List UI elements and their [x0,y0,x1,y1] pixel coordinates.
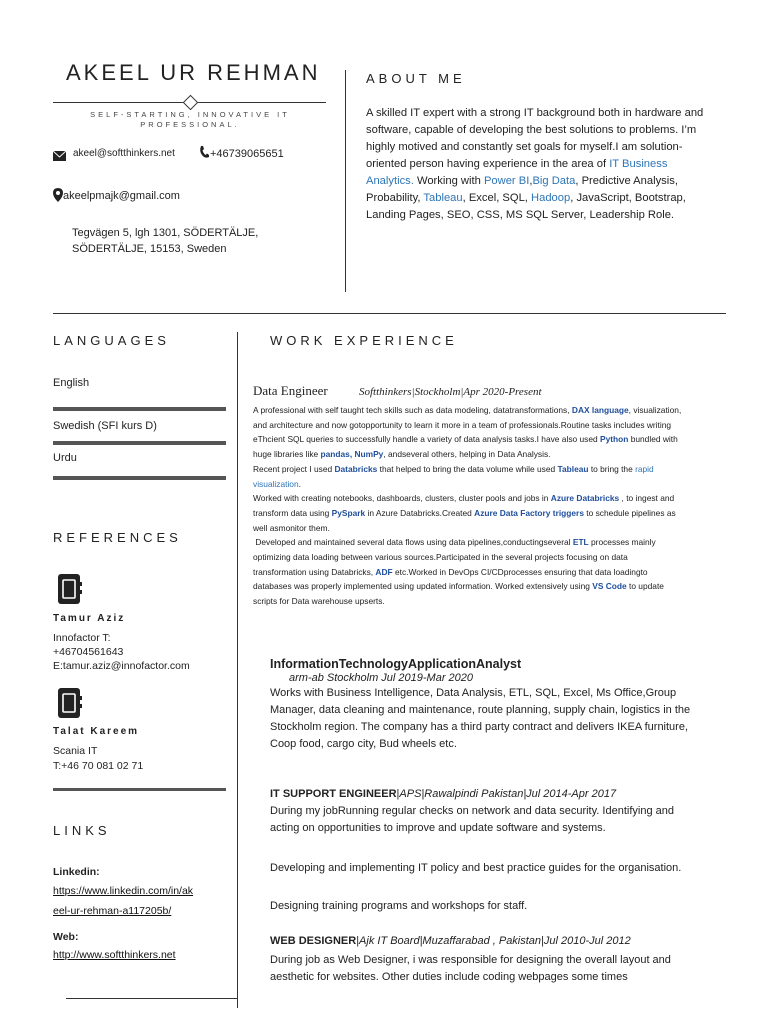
language-swedish: Swedish (SFI kurs D) [53,420,157,432]
language-urdu: Urdu [53,452,77,464]
diamond-ornament [183,95,199,111]
secondary-email: akeelpmajk@gmail.com [63,190,180,202]
reference-divider-bar [53,788,226,791]
job-meta: Softthinkers|Stockholm|Apr 2020-Present [359,386,542,398]
reference-email: E:tamur.aziz@innofactor.com [53,660,190,672]
links-title: LINKS [53,823,111,838]
language-level-bar [53,441,226,445]
job-role: IT SUPPORT ENGINEER [270,788,397,800]
language-level-bar [53,476,226,480]
job-description: During my jobRunning regular checks on network and data security. Identifying and acting on opportunities to improve and update software and systems. [270,805,674,834]
reference-details [53,744,143,774]
job-title: InformationTechnologyApplicationAnalyst [270,657,522,671]
language-level-bar [53,407,226,411]
linkedin-label: Linkedin: [53,866,100,878]
job-meta: APS|Rawalpindi Pakistan|Jul 2014-Apr 2017 [399,788,617,800]
section-divider [53,313,726,314]
about-text: A skilled IT expert with a strong IT background both in hardware and software, capable of developing the best solutions to problems. I’m highly motived and constantly set goals for myself.I am solution-oriented person having experience in the area of IT Business Analytics. Working with Power BI,Big Data, Predictive Analysis, Probability, Tableau, Excel, SQL, Hadoop, JavaScript, Bootstrap, Landing Pages, SEO, CSS, MS SQL Server, Leadership Role. [366,107,704,221]
email-link[interactable]: akeel@softthinkers.net [73,148,175,159]
address [72,225,258,257]
language-english: English [53,377,90,389]
sidebar-divider [237,332,238,1008]
phone-book-icon [58,574,82,609]
references-title: REFERENCES [53,530,182,545]
job-description: Works with Business Intelligence, Data Analysis, ETL, SQL, Excel, Ms Office,Group Manager, data cleaning and maintenance, route planning, supply chain, logistics in the Stockholm region. The company has a third party contract and delivers IKEA furniture, Coop food, cargo city, Bud wheels etc. [270,687,691,750]
reference-phone: T:+46 70 081 02 71 [53,760,144,772]
web-link[interactable]: http://www.softthinkers.net [53,949,176,961]
address-line: SÖDERTÄLJE, 15153, Sweden [72,243,227,255]
reference-org: Innofactor T: [53,632,111,644]
phone-book-icon [58,688,82,723]
phone-number: +46739065651 [210,148,284,160]
reference-name: Tamur Aziz [53,613,126,624]
web-label: Web: [53,931,79,943]
job-description: Designing training programs and workshops for staff. [270,900,528,912]
address-line: Tegvägen 5, lgh 1301, SÖDERTÄLJE, [72,227,259,239]
job-role: WEB DESIGNER [270,935,357,947]
reference-phone: +46704561643 [53,646,124,658]
work-title: WORK EXPERIENCE [270,333,458,348]
linkedin-link-line2[interactable]: eel-ur-rehman-a117205b/ [53,905,172,917]
languages-title: LANGUAGES [53,333,170,348]
job-meta: arm-ab Stockholm Jul 2019-Mar 2020 [289,672,474,684]
job-title: Data Engineer [253,383,328,398]
job-description: A professional with self taught tech skills such as data modeling, datatransformations, DAX language, visualization, and architecture and now gotopportunity to learn it more in a team of professionals.Routine tasks includes writing eThcient SQL queries to successfully handle a variety of data analysis tasks.I have also used Python bundled with huge libraries like pandas, NumPy, andseveral others, helping in Data Analysis. Recent project I used Databricks that helped to bring the data volume while used Tableau to bring the rapid visualization. Worked with creating notebooks, dashboards, clusters, cluster pools and jobs in Azure Databricks , to ingest and transform data using PySpark in Azure Databricks.Created Azure Data Factory triggers to schedule pipelines as well asmonitor them. Developed and maintained several data flows using data pipelines,conductingseveral ETL processes mainly optimizing data loading between various sources.Participated in the several projects focusing on data transformation using Databricks, ADF etc.Worked in DevOps CI/CDprocesses ensuring that data loadingto databases was properly implemented using updated information. Worked extensively using VS Code to update scripts for Data warehouse upserts. [253,405,682,607]
envelope-icon [53,148,66,166]
job-header: WEB DESIGNER|Ajk IT Board|Muzaffarabad , Pakistan|Jul 2010-Jul 2012 [270,935,631,947]
reference-details [53,631,190,673]
reference-name: Talat Kareem [53,726,140,737]
footer-divider [66,998,237,999]
linkedin-link-line1[interactable]: https://www.linkedin.com/in/ak [53,885,194,897]
phone-icon [199,146,209,164]
reference-org: Scania IT [53,745,98,757]
about-title: ABOUT ME [366,71,466,86]
job-meta: Ajk IT Board|Muzaffarabad , Pakistan|Jul 2010-Jul 2012 [359,935,631,947]
job-description: During job as Web Designer, i was responsible for designing the overall layout and aesthetic for websites. Other duties include coding webpages some times [270,954,671,983]
location-pin-icon [53,188,63,207]
header-column-divider [345,70,346,292]
job-description: Developing and implementing IT policy and best practice guides for the organisation. [270,862,682,874]
job-header: IT SUPPORT ENGINEER|APS|Rawalpindi Pakistan|Jul 2014-Apr 2017 [270,788,617,800]
candidate-name: AKEEL UR REHMAN [66,60,321,85]
tagline: SELF-STARTING, INNOVATIVE IT PROFESSIONAL. [90,110,290,129]
